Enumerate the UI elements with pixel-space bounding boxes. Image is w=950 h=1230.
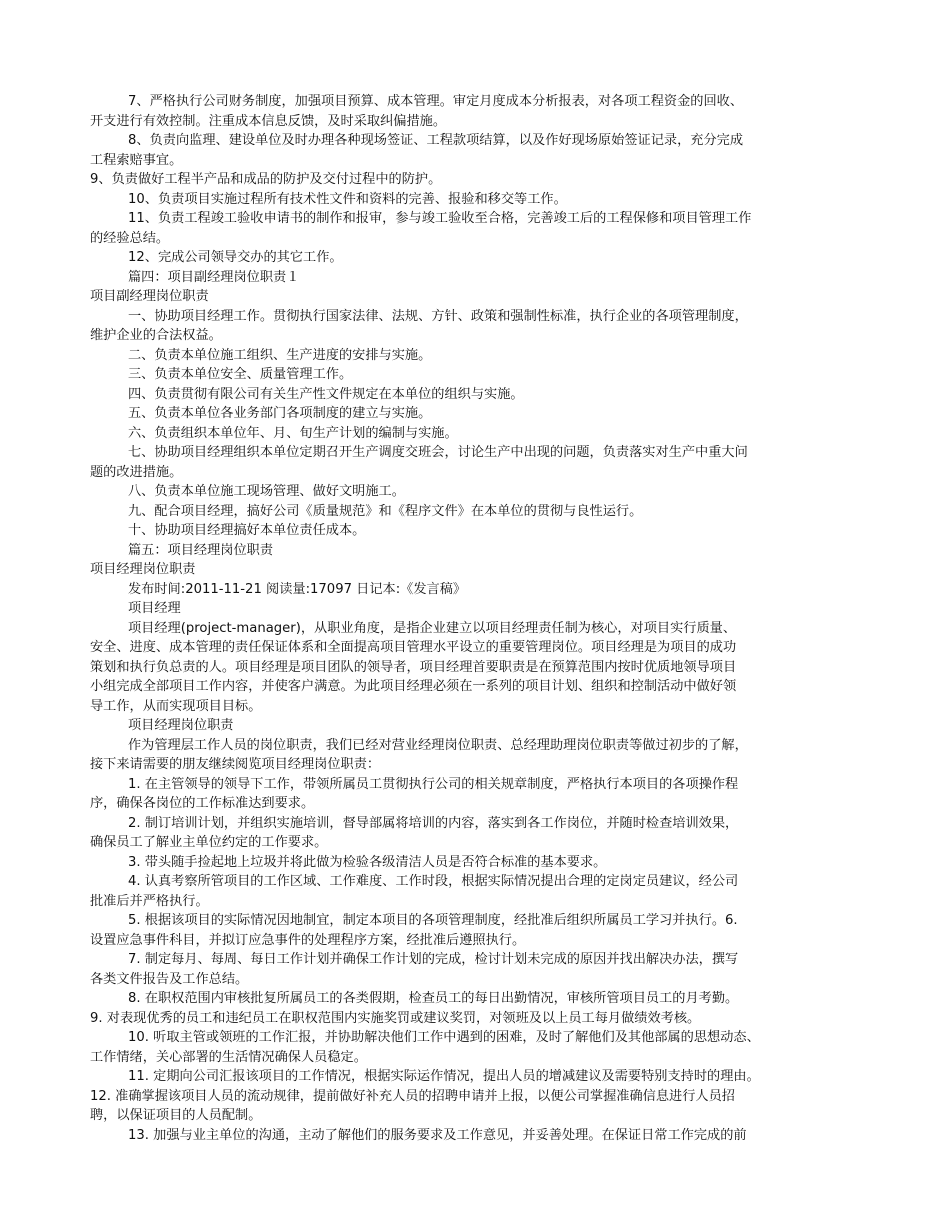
text-line: 导工作，从而实现项目目标。 xyxy=(90,698,262,714)
text-line: 的经验总结。 xyxy=(90,230,170,246)
text-line: 9、负责做好工程半产品和成品的防护及交付过程中的防护。 xyxy=(90,172,442,187)
text-line: 序，确保各岗位的工作标准达到要求。 xyxy=(90,796,315,811)
text-line: 2. 制订培训计划，并组织实施培训，督导部属将培训的内容，落实到各工作岗位，并随时检查培训效果， xyxy=(128,815,739,831)
text-line: 小组完成全部项目工作内容，并使客户满意。为此项目经理必须在一系列的项目计划、组织和控制活动中做好领 xyxy=(90,679,737,694)
text-line: 九、配合项目经理，搞好公司《质量规范》和《程序文件》在本单位的贯彻与良性运行。 xyxy=(128,503,643,519)
text-line: 7、严格执行公司财务制度，加强项目预算、成本管理。审定月度成本分析报表，对各项工程资金的回收、 xyxy=(128,94,744,109)
text-line: 8. 在职权范围内审核批复所属员工的各类假期，检查员工的每日出勤情况，审核所管项目员工的月考勤。 xyxy=(128,991,739,1006)
text-line: 维护企业的合法权益。 xyxy=(90,328,222,343)
text-line: 12、完成公司领导交办的其它工作。 xyxy=(128,250,343,265)
text-line: 五、负责本单位各业务部门各项制度的建立与实施。 xyxy=(128,406,432,421)
text-line: 3. 带头随手捡起地上垃圾并将此做为检验各级清洁人员是否符合标准的基本要求。 xyxy=(128,854,607,870)
text-line: 一、协助项目经理工作。贯彻执行国家法律、法规、方针、政策和强制性标准，执行企业的各项管理制度， xyxy=(128,308,748,324)
text-line: 4. 认真考察所管项目的工作区域、工作难度、工作时段，根据实际情况提出合理的定岗定员建议，经公司 xyxy=(128,874,739,889)
text-line: 安全、进度、成本管理的责任保证体系和全面提高项目管理水平设立的重要管理岗位。项目经理是为项目的成功 xyxy=(90,640,737,655)
text-line: 11、负责工程竣工验收申请书的制作和报审，参与竣工验收至合格，完善竣工后的工程保修和项目管理工作 xyxy=(128,211,752,226)
text-line: 项目经理 xyxy=(128,601,181,616)
text-line: 8、负责向监理、建设单位及时办理各种现场签证、工程款项结算，以及作好现场原始签证记录，充分完成 xyxy=(128,133,744,148)
text-line: 作为管理层工作人员的岗位职责，我们已经对营业经理岗位职责、总经理助理岗位职责等做过初步的了解， xyxy=(128,737,748,753)
text-line: 发布时间:2011-11-21 阅读量:17097 日记本:《发言稿》 xyxy=(128,581,467,597)
text-line: 六、负责组织本单位年、月、旬生产计划的编制与实施。 xyxy=(128,425,458,441)
text-line: 10、负责项目实施过程所有技术性文件和资料的完善、报验和移交等工作。 xyxy=(128,191,567,207)
text-line: 7. 制定每月、每周、每日工作计划并确保工作计划的完成，检讨计划未完成的原因并找出解决办法，撰写 xyxy=(128,952,739,967)
text-line: 项目经理岗位职责 xyxy=(90,562,196,577)
text-line: 篇五：项目经理岗位职责 xyxy=(128,542,274,558)
text-line: 篇四：项目副经理岗位职责１ xyxy=(128,269,300,285)
text-line: 七、协助项目经理组织本单位定期召开生产调度交班会，讨论生产中出现的问题，负责落实对生产中重大问 xyxy=(128,445,748,460)
text-line: 四、负责贯彻有限公司有关生产性文件规定在本单位的组织与实施。 xyxy=(128,386,524,402)
text-line: 项目经理(project-manager)，从职业角度，是指企业建立以项目经理责任制为核心，对项目实行质量、 xyxy=(128,620,737,636)
text-line: 各类文件报告及工作总结。 xyxy=(90,971,249,987)
text-line: 接下来请需要的朋友继续阅览项目经理岗位职责： xyxy=(90,757,381,772)
text-line: 项目副经理岗位职责 xyxy=(90,289,209,304)
text-line: 12. 准确掌握该项目人员的流动规律，提前做好补充人员的招聘申请并上报，以便公司掌握准确信息进行人员招 xyxy=(90,1088,735,1104)
text-line: 十、协助项目经理搞好本单位责任成本。 xyxy=(128,523,366,538)
text-line: 批准后并严格执行。 xyxy=(90,893,209,909)
text-line: 13. 加强与业主单位的沟通，主动了解他们的服务要求及工作意见，并妥善处理。在保证日常工作完成的前 xyxy=(128,1127,747,1143)
text-line: 1. 在主管领导的领导下工作，带领所属员工贯彻执行公司的相关规章制度，严格执行本项目的各项操作程 xyxy=(128,776,739,792)
text-line: 三、负责本单位安全、质量管理工作。 xyxy=(128,367,353,382)
text-line: 5. 根据该项目的实际情况因地制宜，制定本项目的各项管理制度，经批准后组织所属员工学习并执行。6. xyxy=(128,913,738,928)
text-line: 聘，以保证项目的人员配制。 xyxy=(90,1108,262,1123)
text-line: 题的改进措施。 xyxy=(90,464,183,480)
text-line: 策划和执行负总责的人。项目经理是项目团队的领导者，项目经理首要职责是在预算范围内按时优质地领导项目 xyxy=(90,659,737,675)
text-line: 开支进行有效控制。注重成本信息反馈，及时采取纠偏措施。 xyxy=(90,113,447,129)
text-line: 9. 对表现优秀的员工和违纪员工在职权范围内实施奖罚或建议奖罚，对领班及以上员工每月做绩效考核。 xyxy=(90,1010,701,1026)
text-line: 二、负责本单位施工组织、生产进度的安排与实施。 xyxy=(128,347,432,363)
text-line: 11. 定期向公司汇报该项目的工作情况，根据实际运作情况，提出人员的增减建议及需要特别支持时的理由。 xyxy=(128,1069,760,1084)
text-line: 工程索赔事宜。 xyxy=(90,152,183,168)
text-line: 确保员工了解业主单位约定的工作要求。 xyxy=(90,835,328,850)
text-line: 10. 听取主管或领班的工作汇报，并协助解决他们工作中遇到的困难，及时了解他们及其他部属的思想动态、 xyxy=(128,1030,760,1045)
text-line: 项目经理岗位职责 xyxy=(128,718,234,733)
text-line: 八、负责本单位施工现场管理、做好文明施工。 xyxy=(128,484,405,499)
document-page xyxy=(90,92,862,1145)
text-line: 设置应急事件科目，并拟订应急事件的处理程序方案，经批准后遵照执行。 xyxy=(90,932,526,948)
text-line: 工作情绪，关心部署的生活情况确保人员稳定。 xyxy=(90,1049,367,1065)
